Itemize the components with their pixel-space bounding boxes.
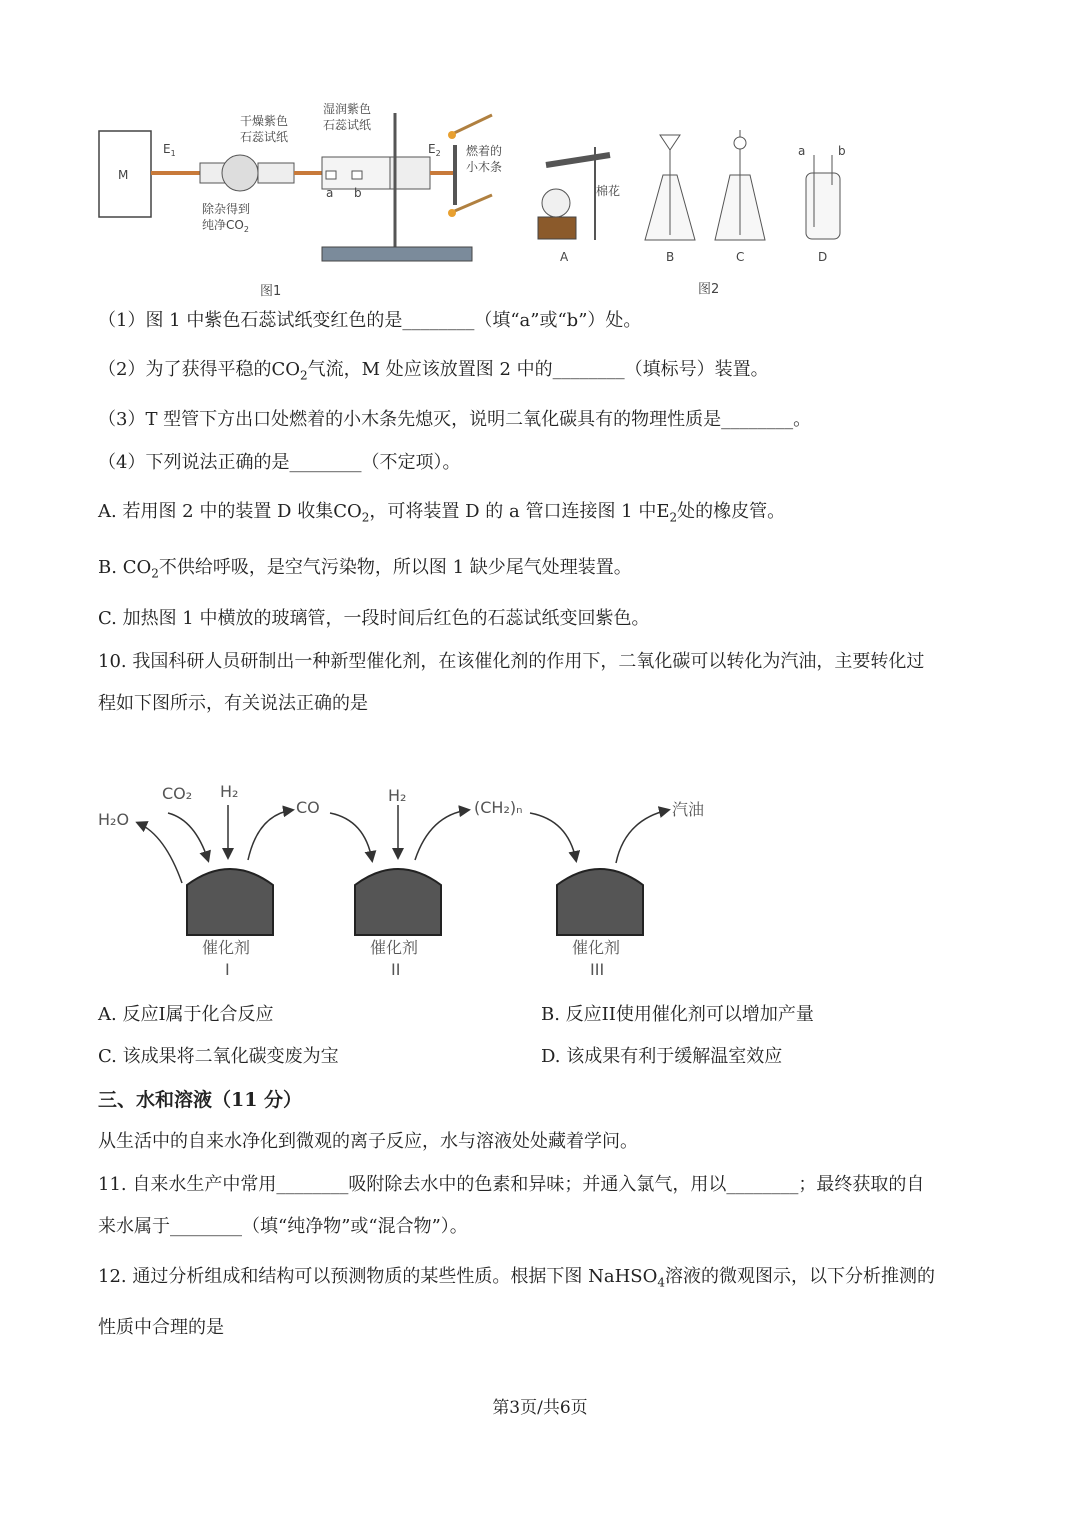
section-heading: 三、水和溶液（11 分）	[98, 1089, 303, 1111]
q11-line1: 11. 自来水生产中常用________吸附除去水中的色素和异味；并通入氯气，用以________；最终获取的自	[98, 1174, 925, 1195]
svg-text:D: D	[818, 250, 828, 264]
svg-text:催化剂: 催化剂	[370, 938, 419, 957]
label-e2: $E_2$	[428, 142, 441, 158]
svg-text:催化剂: 催化剂	[202, 938, 251, 957]
q12-line2: 性质中合理的是	[98, 1317, 224, 1338]
q12-line1: 12. 通过分析组成和结构可以预测物质的某些性质。根据下图 NaHSO$_4$溶液的微观图示，以下分析推测的	[98, 1266, 936, 1290]
purifier-ball	[222, 155, 258, 191]
label-co: CO	[296, 798, 320, 817]
svg-text:除杂得到: 除杂得到	[202, 202, 251, 216]
q11-line2: 来水属于________（填“纯净物”或“混合物”）。	[98, 1216, 468, 1237]
catalyst-3	[557, 869, 643, 935]
q10-option-c: C. 该成果将二氧化碳变废为宝	[98, 1046, 339, 1067]
catalyst-process-figure	[90, 775, 770, 985]
svg-text:石蕊试纸: 石蕊试纸	[240, 130, 289, 144]
svg-text:II: II	[391, 960, 401, 979]
label-e1: $E_1$	[163, 142, 176, 158]
svg-text:I: I	[225, 960, 230, 979]
apparatus-figure	[90, 95, 870, 305]
svg-text:湿润紫色: 湿润紫色	[323, 102, 372, 116]
label-co2: CO₂	[162, 784, 193, 803]
q10-stem-line1: 10. 我国科研人员研制出一种新型催化剂，在该催化剂的作用下，二氧化碳可以转化为汽油，主要转化过	[98, 651, 925, 672]
catalyst-2	[355, 869, 441, 935]
label-ch2n: (CH₂)ₙ	[474, 798, 523, 817]
label-cotton: 棉花	[596, 184, 621, 198]
q9-sub2: （2）为了获得平稳的$CO_2$气流，M 处应该放置图 2 中的________（填标号）装置。	[98, 359, 769, 383]
label-gasoline: 汽油	[672, 800, 705, 819]
svg-text:B: B	[666, 250, 675, 264]
svg-text:石蕊试纸: 石蕊试纸	[323, 118, 372, 132]
svg-text:纯净CO2: 纯净$CO_2$	[202, 218, 249, 234]
svg-text:干燥紫色: 干燥紫色	[240, 114, 289, 128]
q10-option-a: A. 反应I属于化合反应	[98, 1004, 274, 1025]
q10-option-b: B. 反应II使用催化剂可以增加产量	[541, 1004, 814, 1025]
q10-stem-line2: 程如下图所示，有关说法正确的是	[98, 693, 368, 714]
svg-text:b: b	[838, 144, 846, 158]
label-h2-1: H₂	[220, 782, 239, 801]
device-m-label: M	[118, 168, 129, 182]
catalyst-1	[187, 869, 273, 935]
svg-text:A: A	[560, 250, 569, 264]
label-h2o: H₂O	[98, 810, 130, 829]
q10-option-d: D. 该成果有利于缓解温室效应	[541, 1046, 783, 1067]
q9-sub1: （1）图 1 中紫色石蕊试纸变红色的是________（填“a”或“b”）处。	[98, 310, 642, 331]
page-footer: 第3页/共6页	[492, 1398, 588, 1418]
svg-text:催化剂: 催化剂	[572, 938, 621, 957]
q9-option-a: A. 若用图 2 中的装置 D 收集$CO_2$，可将装置 D 的 a 管口连接图 1 中$E_2$处的橡皮管。	[98, 501, 786, 525]
label-b: b	[354, 186, 362, 200]
q9-option-c: C. 加热图 1 中横放的玻璃管，一段时间后红色的石蕊试纸变回紫色。	[98, 608, 650, 629]
q9-sub3: （3）T 型管下方出口处燃着的小木条先熄灭，说明二氧化碳具有的物理性质是________。	[98, 409, 812, 430]
svg-text:小木条: 小木条	[466, 160, 503, 174]
fig2-caption: 图2	[698, 282, 720, 297]
svg-text:燃着的: 燃着的	[466, 144, 503, 158]
q9-sub4: （4）下列说法正确的是________（不定项）。	[98, 452, 461, 473]
label-h2-2: H₂	[388, 786, 407, 805]
section-intro: 从生活中的自来水净化到微观的离子反应，水与溶液处处藏着学问。	[98, 1131, 638, 1152]
svg-text:III: III	[590, 960, 605, 979]
svg-text:C: C	[736, 250, 745, 264]
svg-text:a: a	[798, 144, 806, 158]
label-a: a	[326, 186, 334, 200]
fig1-caption: 图1	[260, 284, 282, 299]
q9-option-b: B. $CO_2$不供给呼吸，是空气污染物，所以图 1 缺少尾气处理装置。	[98, 557, 632, 581]
